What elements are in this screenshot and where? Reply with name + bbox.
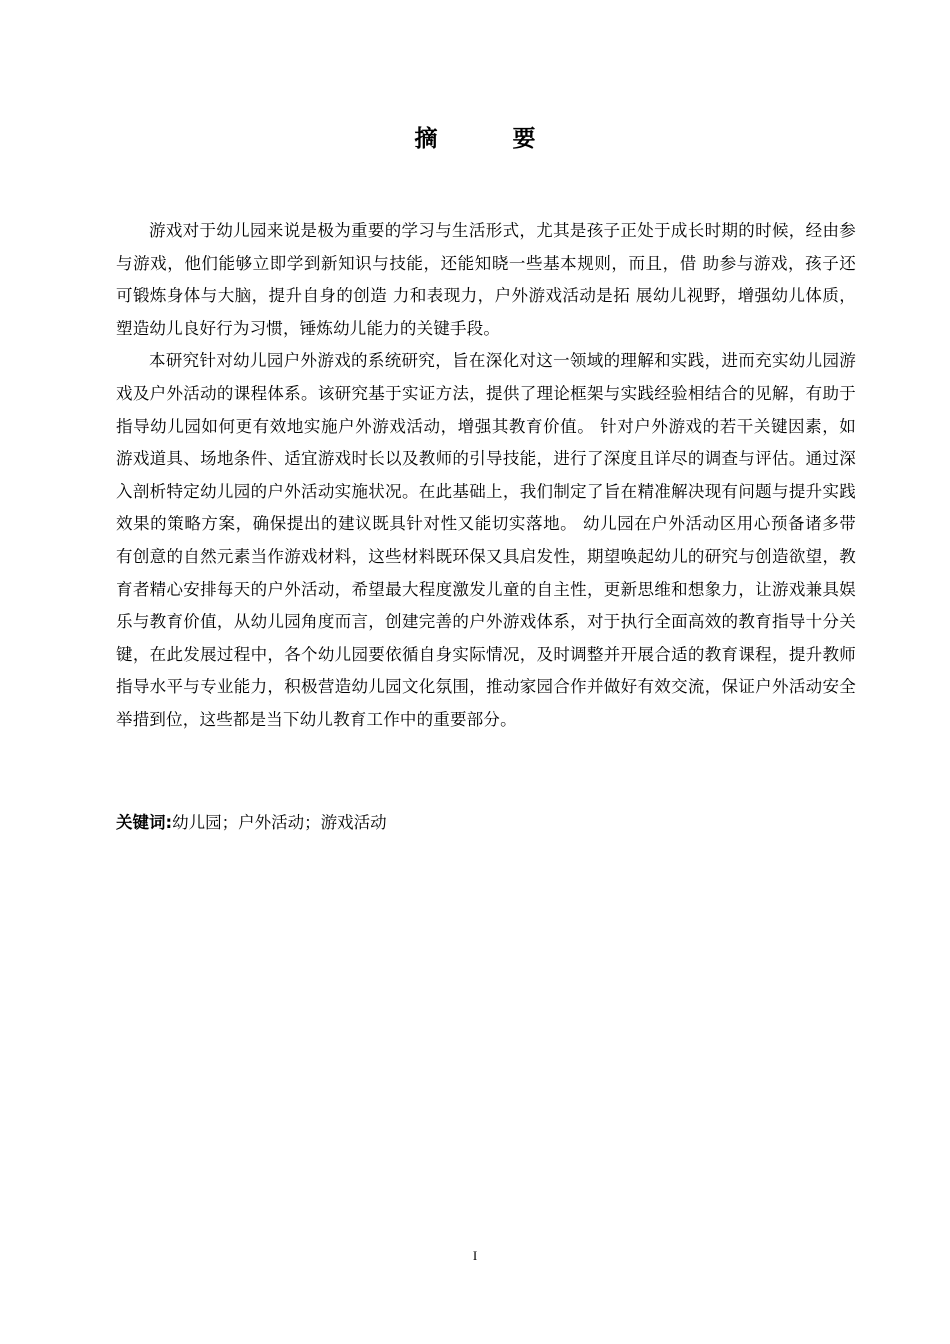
keywords-line	[116, 809, 856, 837]
abstract-body	[116, 215, 856, 737]
keywords-value: 幼儿园；户外活动；游戏活动	[172, 813, 387, 832]
page-number: I	[472, 1248, 478, 1263]
abstract-paragraph-2: 本研究针对幼儿园户外游戏的系统研究，旨在深化对这一领域的理解和实践，进而充实幼儿园游戏及户外活动的课程体系。该研究基于实证方法，提供了理论框架与实践经验相结合的见解，有助于指导幼儿园如何更有效地实施户外游戏活动，增强其教育价值。 针对户外游戏的若干关键因素，如游戏道具、场地条件、适宜游戏时长以及教师的引导技能，进行了深度且详尽的调查与评估。通过深入剖析特定幼儿园的户外活动实施状况。在此基础上，我们制定了旨在精准解决现有问题与提升实践效果的策略方案，确保提出的建议既具针对性又能切实落地。 幼儿园在户外活动区用心预备诸多带有创意的自然元素当作游戏材料，这些材料既环保又具启发性，期望唤起幼儿的研究与创造欲望，教育者精心安排每天的户外活动，希望最大程度激发儿童的自主性，更新思维和想象力，让游戏兼具娱乐与教育价值，从幼儿园角度而言，创建完善的户外游戏体系，对于执行全面高效的教育指导十分关键，在此发展过程中，各个幼儿园要依循自身实际情况，及时调整并开展合适的教育课程，提升教师指导水平与专业能力，积极营造幼儿园文化氛围，推动家园合作并做好有效交流，保证户外活动安全举措到位，这些都是当下幼儿教育工作中的重要部分。	[116, 351, 856, 729]
abstract-heading: 摘 要	[414, 126, 562, 152]
keywords-label: 关键词:	[116, 813, 173, 832]
abstract-paragraph-1: 游戏对于幼儿园来说是极为重要的学习与生活形式，尤其是孩子正处于成长时期的时候，经由参与游戏，他们能够立即学到新知识与技能，还能知晓一些基本规则，而且，借 助参与游戏，孩子还可锻炼身体与大脑，提升自身的创造 力和表现力，户外游戏活动是拓 展幼儿视野，增强幼儿体质，塑造幼儿良好行为习惯，锤炼幼儿能力的关键手段。	[116, 221, 856, 338]
